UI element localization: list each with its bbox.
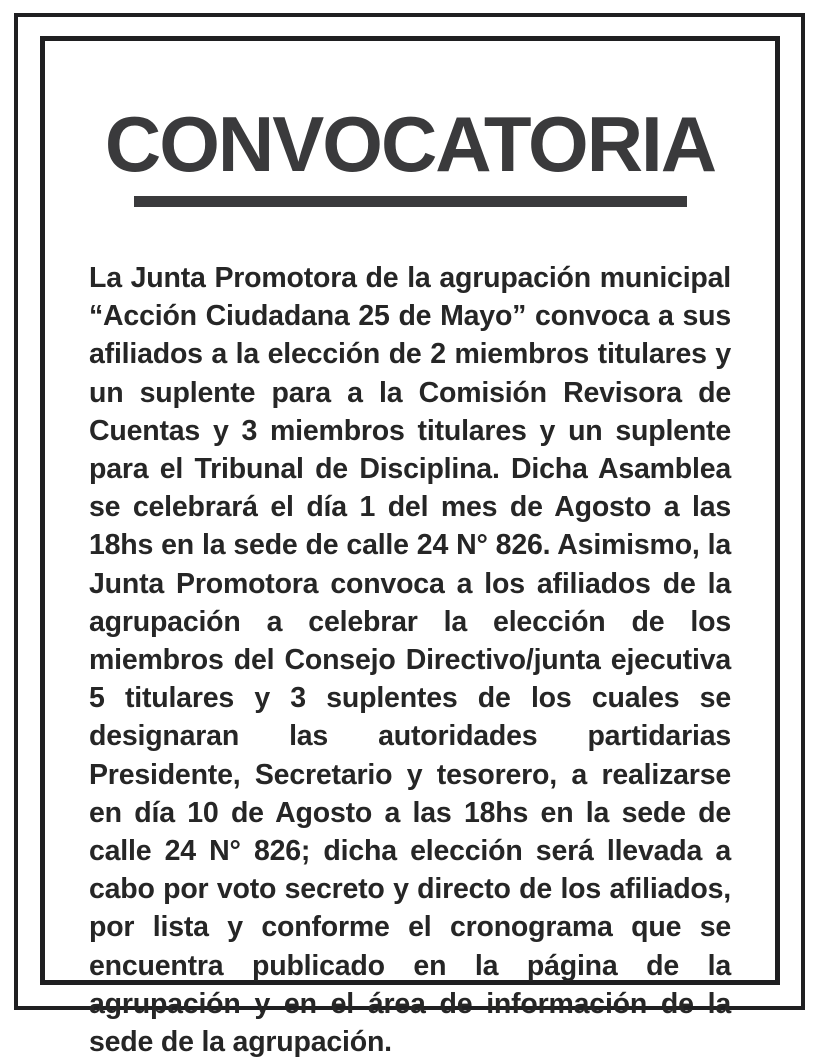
notice-body-paragraph: La Junta Promotora de la agrupación municipal “Acción Ciudadana 25 de Mayo” convoca a sus afiliados a la elección de 2 miembros titulares y un suplente para a la Comisión Revisora de Cuentas y 3 miembros titulares y un suplente para el Tribunal de Disciplina. Dicha Asamblea se celebrará el día 1 del mes de Agosto a las 18hs en la sede de calle 24 N° 826. Asimismo, la Junta Promotora convoca a los afiliados de la agrupación a celebrar la elección de los miembros del Consejo Directivo/junta ejecutiva 5 titulares y 3 suplentes de los cuales se designaran las autoridades partidarias Presidente, Secretario y tesorero, a realizarse en día 10 de Agosto a las 18hs en la sede de calle 24 N° 826; dicha elección será llevada a cabo por voto secreto y directo de los afiliados, por lista y conforme el cronograma que se encuentra publicado en la página de la agrupación y en el área de información de la sede de la agrupación. <box>89 262 731 1059</box>
page-title: CONVOCATORIA <box>104 100 716 188</box>
title-underline-bar <box>134 196 687 207</box>
notice-content <box>45 41 775 1059</box>
inner-border-frame <box>40 36 780 1059</box>
